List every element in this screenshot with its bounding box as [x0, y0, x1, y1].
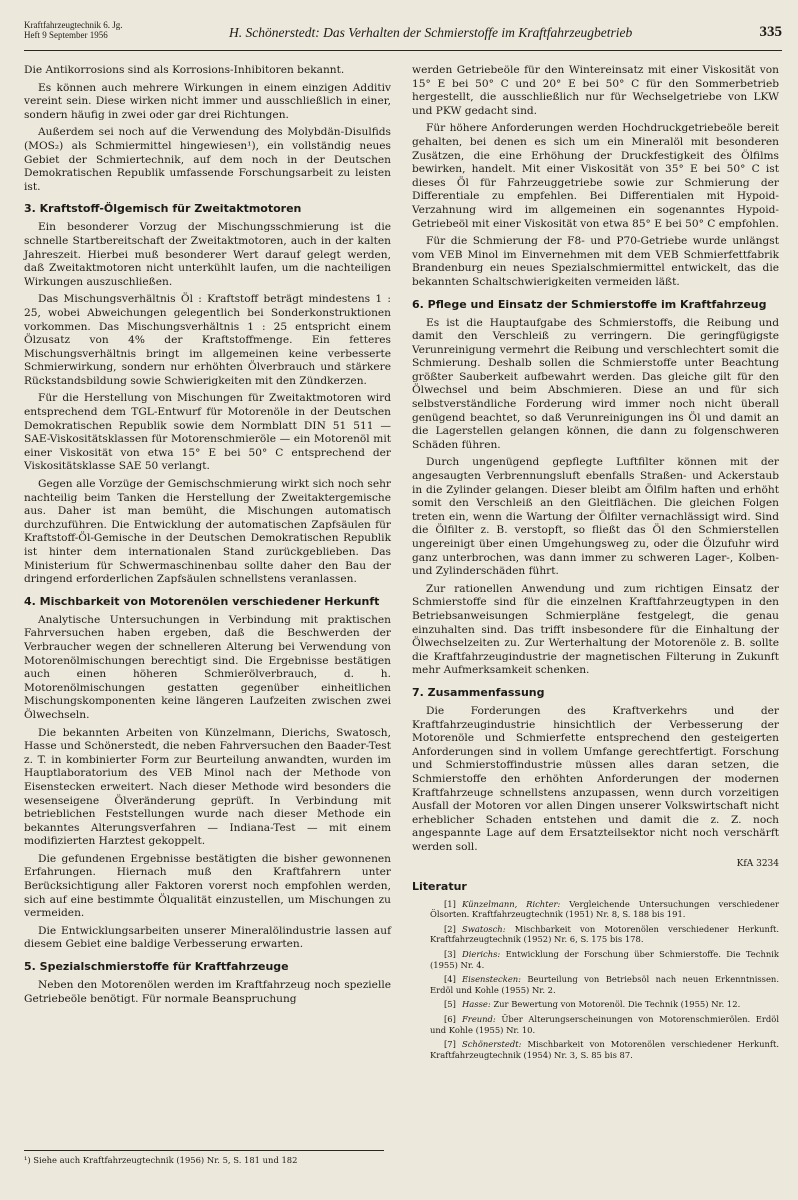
- paragraph: Durch ungenügend gepflegte Luftfilter können mit der angesaugten Verbrennungsluft ebenfalls Straßen- und Ackerstaub in die Zylinder gelangen. Dieser bleibt am Ölfilm haften und erhöht somit den Verschleiß an den Gleitflächen. Die gleichen Folgen treten ein, wenn die Wartung der Ölfilter vernachlässigt wird. Sind die Ölfilter z. B. verstopft, so fließt das Öl den Schmierstellen ungereinigt über einen Umgehungsweg zu, oder die Ölzufuhr wird ganz unterbrochen, was dann immer zu schweren Lager-, Kolben- und Zylinderschäden führt.: [412, 456, 779, 578]
- journal-info: [24, 20, 122, 40]
- section-heading-3: 3. Kraftstoff-Ölgemisch für Zweitaktmotoren: [24, 202, 302, 216]
- paragraph: Die Forderungen des Kraftverkehrs und der Kraftfahrzeugindustrie hinsichtlich der Verbesserung der Motorenöle und Schmierfette entsprechend den gesteigerten Anforderungen sind in vollem Umfange gerechtfertigt. Forschung und Schmierstoffindustrie müssen alles daran setzen, die Schmierstoffe den erhöhten Anforderungen der modernen Kraftfahrzeuge schnellstens anzupassen, wenn durch vorzeitigen Ausfall der Motoren vor allen Dingen unserer Volkswirtschaft nicht erheblicher Schaden entstehen und damit die z. Z. noch angespannte Lage auf dem Ersatzteilsektor nicht noch verschärft werden soll.: [412, 704, 779, 853]
- reference-author: Schönerstedt:: [462, 1039, 522, 1050]
- reference-number: [6]: [444, 1014, 456, 1024]
- reference-item: [412, 999, 779, 1010]
- paragraph: Es können auch mehrere Wirkungen in einem einzigen Additiv vereint sein. Diese wirken nicht immer und ausschließlich in einer, sondern häufig in zwei oder gar drei Richtungen.: [24, 81, 391, 121]
- article-code: KfA 3234: [736, 859, 779, 870]
- paragraph: Für die Herstellung von Mischungen für Zweitaktmotoren wird entsprechend dem TGL-Entwurf für Motorenöle in der Deutschen Demokratischen Republik sowie dem Normblatt DIN 51 511 — SAE-Viskositätsklassen für Motorenschmieröle — ein Motorenöl mit einer Viskosität von etwa 15° E bei 50° C entsprechend der Viskositätsklasse SAE 50 verlangt.: [24, 392, 391, 473]
- paragraph: Zur rationellen Anwendung und zum richtigen Einsatz der Schmierstoffe sind für die einzelnen Kraftfahrzeugtypen in den Betriebsanweisungen Schmierpläne festgelegt, die genau einzuhalten sind. Das trifft insbesondere für die Einhaltung der Ölwechselzeiten zu. Zur Werterhaltung der Motorenöle z. B. sollte die Kraftfahrzeugindustrie der magnetischen Filterung in Zukunft mehr Aufmerksamkeit schenken.: [412, 582, 779, 677]
- paragraph: Für die Schmierung der F8- und P70-Getriebe wurde unlängst vom VEB Minol im Einvernehmen mit dem VEB Schmierfettfabrik Brandenburg ein neues Spezialschmiermittel entwickelt, das die bekannten Schaltschwierigkeiten vermeiden läßt.: [412, 235, 779, 288]
- reference-author: Swatosch:: [462, 923, 506, 934]
- page-header: [24, 14, 782, 51]
- issue-info: Heft 9 September 1956: [24, 30, 108, 40]
- section-heading-5: 5. Spezialschmierstoffe für Kraftfahrzeuge: [24, 960, 289, 974]
- reference-list: [412, 899, 779, 1061]
- reference-item: [412, 1039, 779, 1060]
- running-title: H. Schönerstedt: Das Verhalten der Schmierstoffe im Kraftfahrzeugbetrieb: [229, 25, 633, 40]
- paragraph: Die Entwicklungsarbeiten unserer Mineralölindustrie lassen auf diesem Gebiet eine baldige Verbesserung erwarten.: [24, 924, 391, 951]
- reference-number: [1]: [444, 898, 456, 909]
- reference-title: Mischbarkeit von Motorenölen verschiedener Herkunft. Kraftfahrzeugtechnik (1954) Nr. 3, S. 85 bis 87.: [430, 1039, 779, 1060]
- paragraph: Neben den Motorenölen werden im Kraftfahrzeug noch spezielle Getriebeöle benötigt. Für normale Beanspruchung: [24, 979, 391, 1005]
- literature-heading: Literatur: [412, 880, 467, 894]
- reference-author: Freund:: [462, 1014, 496, 1024]
- left-column: [24, 64, 391, 1010]
- paragraph: Analytische Untersuchungen in Verbindung mit praktischen Fahrversuchen haben ergeben, daß die Beschwerden der Verbraucher wegen der schnelleren Alterung bei Verwendung von Motorenölmischungen berechtigt sind. Die Ergebnisse bestätigen auch einen höheren Schmierölverbrauch, d. h. Motorenölmischungen gestatten gegenüber einheitlichen Mischungskomponenten keine längeren Laufzeiten zwischen zwei Ölwechseln.: [24, 613, 391, 721]
- reference-author: Hasse:: [462, 999, 491, 1010]
- reference-item: [412, 924, 779, 945]
- reference-author: Künzelmann, Richter:: [462, 898, 561, 909]
- paragraph: Das Mischungsverhältnis Öl : Kraftstoff beträgt mindestens 1 : 25, wobei Abweichungen gelegentlich bei Sonderkonstruktionen vorkommen. Das Mischungsverhältnis 1 : 25 entspricht einem Ölzusatz von 4% der Kraftstoffmenge. Ein fetteres Mischungsverhältnis bringt im allgemeinen keine verbesserte Schmierwirkung, sondern nur erhöhten Ölverbrauch und stärkere Rückstandsbildung sowie Schwierigkeiten mit den Zündkerzen.: [24, 293, 391, 387]
- reference-number: [3]: [444, 949, 456, 960]
- paragraph: Gegen alle Vorzüge der Gemischschmierung wirkt sich noch sehr nachteilig beim Tanken die Herstellung der Zweitaktergemische aus. Daher ist man bemüht, die Mischungen automatisch durchzuführen. Die Entwicklung der automatischen Zapfsäulen für Kraftstoff-Öl-Gemische in der Deutschen Demokratischen Republik ist hinter dem internationalen Stand zurückgeblieben. Das Ministerium für Schwermaschinenbau sollte daher den Bau der dringend erforderlichen Zapfsäulen schnellstens veranlassen.: [24, 478, 391, 586]
- paragraph: Für höhere Anforderungen werden Hochdruckgetriebeöle bereit gehalten, bei denen es sich um ein Mineralöl mit besonderen Zusätzen, die eine Erhöhung der Druckfestigkeit des Ölfilms bewirken, handelt. Mit einer Viskosität von 35° E bei 50° C ist dieses Öl für Fahrzeuggetriebe sowie zur Schmierung der Differentiale zu empfehlen. Bei Differentialen mit Hypoid-Verzahnung wird im allgemeinen ein sogenanntes Hypoid-Getriebeöl mit einer Viskosität von etwa 85° E bei 50° C empfohlen.: [412, 122, 779, 230]
- reference-item: [412, 1014, 779, 1035]
- page-number: 335: [759, 24, 782, 40]
- paragraph: Außerdem sei noch auf die Verwendung des Molybdän-Disulfids (MOS₂) als Schmiermittel hingewiesen¹), ein vollständig neues Gebiet der Schmiertechnik, auf dem noch in der Deutschen Demokratischen Republik umfassende Forschungsarbeit zu leisten ist.: [24, 126, 391, 193]
- section-heading-4: 4. Mischbarkeit von Motorenölen verschiedener Herkunft: [24, 594, 380, 608]
- reference-title: Zur Bewertung von Motorenöl. Die Technik (1955) Nr. 12.: [490, 999, 741, 1010]
- paragraph: Die bekannten Arbeiten von Künzelmann, Dierichs, Swatosch, Hasse und Schönerstedt, die neben Fahrversuchen den Baader-Test z. T. in kombinierter Form zur Beurteilung anwandten, wurden im Hauptlaboratorium des VEB Minol nach der Methode von Eisenstecken erweitert. Nach dieser Methode wird besonders die wesenseigene Ölveränderung geprüft. In Verbindung mit betrieblichen Feststellungen wurde nach dieser Methode ein bekanntes Alterungsverfahren — Indiana-Test — mit einem modifizierten Harztest gekoppelt.: [24, 726, 391, 848]
- reference-number: [5]: [444, 999, 456, 1010]
- journal-name: Kraftfahrzeugtechnik 6. Jg.: [24, 20, 123, 30]
- reference-title: Beurteilung von Betriebsöl nach neuen Erkenntnissen. Erdöl und Kohle (1955) Nr. 2.: [430, 974, 779, 995]
- reference-number: [7]: [444, 1039, 456, 1050]
- reference-title: Mischbarkeit von Motorenölen verschiedener Herkunft. Kraftfahrzeugtechnik (1952) Nr. 6, S. 175 bis 178.: [430, 923, 779, 945]
- paragraph: Die gefundenen Ergebnisse bestätigten die bisher gewonnenen Erfahrungen. Hiernach muß den Kraftfahrern unter Berücksichtigung aller Faktoren vorerst noch empfohlen werden, sich auf eine bestimmte Ölqualität einzustellen, um Mischungen zu vermeiden.: [24, 852, 391, 920]
- reference-item: [412, 899, 779, 920]
- reference-title: Entwicklung der Forschung über Schmierstoffe. Die Technik (1955) Nr. 4.: [430, 949, 779, 970]
- footnote: ¹) Siehe auch Kraftfahrzeugtechnik (1956) Nr. 5, S. 181 und 182: [24, 1150, 384, 1165]
- reference-author: Dierichs:: [462, 949, 501, 960]
- paragraph: Die Antikorrosions sind als Korrosions-Inhibitoren bekannt.: [24, 64, 345, 76]
- reference-item: [412, 949, 779, 970]
- paragraph: Es ist die Hauptaufgabe des Schmierstoffs, die Reibung und damit den Verschleiß zu verringern. Die geringfügigste Verunreinigung vermehrt die Reibung und verschlechtert somit die Schmierung. Deshalb sollen die Schmierstoffe unter Beachtung größter Sauberkeit aufbewahrt werden. Das gleiche gilt für den Ölwechsel und beim Abschmieren. Diese an und für sich selbstverständliche Forderung wird immer noch nicht überall genügend beachtet, so daß Verunreinigungen ins Öl und damit an die Lagerstellen gelangen können, die dann zu folgenschweren Schäden führen.: [412, 316, 779, 451]
- reference-title: Über Alterungserscheinungen von Motorenschmierölen. Erdöl und Kohle (1955) Nr. 10.: [430, 1014, 779, 1035]
- reference-author: Eisenstecken:: [462, 974, 521, 985]
- paragraph: werden Getriebeöle für den Wintereinsatz mit einer Viskosität von 15° E bei 50° C und 20° E bei 50° C für den Sommerbetrieb hergestellt, die ausschließlich nur für Wechselgetriebe von LKW und PKW gedacht sind.: [412, 64, 779, 117]
- reference-item: [412, 974, 779, 995]
- reference-number: [2]: [444, 923, 456, 934]
- right-column: [412, 64, 779, 1064]
- section-heading-6: 6. Pflege und Einsatz der Schmierstoffe im Kraftfahrzeug: [412, 297, 767, 311]
- reference-number: [4]: [444, 974, 456, 985]
- paragraph: Ein besonderer Vorzug der Mischungsschmierung ist die schnelle Startbereitschaft der Zweitaktmotoren, auch in der kalten Jahreszeit. Hierbei muß besonderer Wert darauf gelegt werden, daß Zweitaktmotoren nicht unterkühlt laufen, um die nachteiligen Wirkungen auszuschließen.: [24, 221, 391, 288]
- section-heading-7: 7. Zusammenfassung: [412, 685, 545, 699]
- reference-title: Vergleichende Untersuchungen verschiedener Ölsorten. Kraftfahrzeugtechnik (1951) Nr. 8, S. 188 bis 191.: [430, 898, 779, 920]
